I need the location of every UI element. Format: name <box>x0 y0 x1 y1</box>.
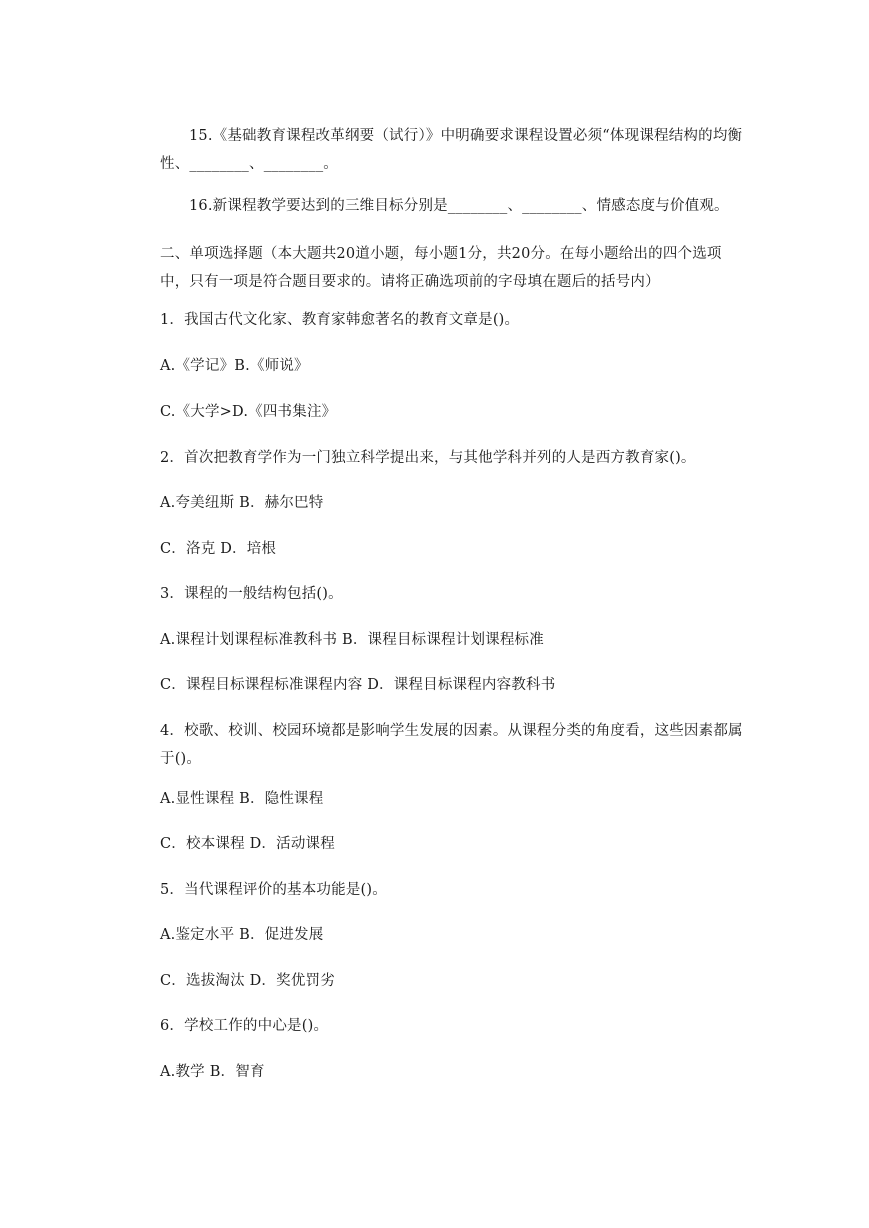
question-3-stem: 3．课程的一般结构包括()。 <box>160 586 343 602</box>
question-4-options-cd: C．校本课程 D．活动课程 <box>160 836 335 852</box>
fill-in-question-15: 15.《基础教育课程改革纲要（试行）》中明确要求课程设置必须“体现课程结构的均衡性、________、________。 <box>160 128 743 172</box>
question-6-options-ab: A.教学 B．智育 <box>160 1064 265 1080</box>
question-5-stem: 5．当代课程评价的基本功能是()。 <box>160 882 387 898</box>
question-5-options-ab: A.鉴定水平 B．促进发展 <box>160 927 324 943</box>
question-6-stem: 6．学校工作的中心是()。 <box>160 1018 329 1034</box>
question-3-options-ab: A.课程计划课程标准教科书 B．课程目标课程计划课程标准 <box>160 632 544 648</box>
question-1-stem: 1．我国古代文化家、教育家韩愈著名的教育文章是()。 <box>160 312 520 328</box>
question-2-options-cd: C．洛克 D．培根 <box>160 541 277 557</box>
question-3-options-cd: C．课程目标课程标准课程内容 D．课程目标课程内容教科书 <box>160 677 556 693</box>
question-2-stem: 2．首次把教育学作为一门独立科学提出来，与其他学科并列的人是西方教育家()。 <box>160 450 696 466</box>
question-4-options-ab: A.显性课程 B．隐性课程 <box>160 791 324 807</box>
fill-in-question-16: 16.新课程教学要达到的三维目标分别是________、________、情感态度与价值观。 <box>189 198 729 214</box>
question-1-options-ab: A.《学记》B.《师说》 <box>160 358 309 374</box>
section-heading: 二、单项选择题（本大题共20道小题，每小题1分，共20分。在每小题给出的四个选项中，只有一项是符合题目要求的。请将正确选项前的字母填在题后的括号内） <box>160 246 722 290</box>
question-5-options-cd: C．选拔淘汰 D．奖优罚劣 <box>160 973 335 989</box>
question-2-options-ab: A.夸美纽斯 B．赫尔巴特 <box>160 495 324 511</box>
question-1-options-cd: C.《大学>D.《四书集注》 <box>160 404 337 420</box>
question-4-stem: 4．校歌、校训、校园环境都是影响学生发展的因素。从课程分类的角度看，这些因素都属于()。 <box>160 723 743 767</box>
